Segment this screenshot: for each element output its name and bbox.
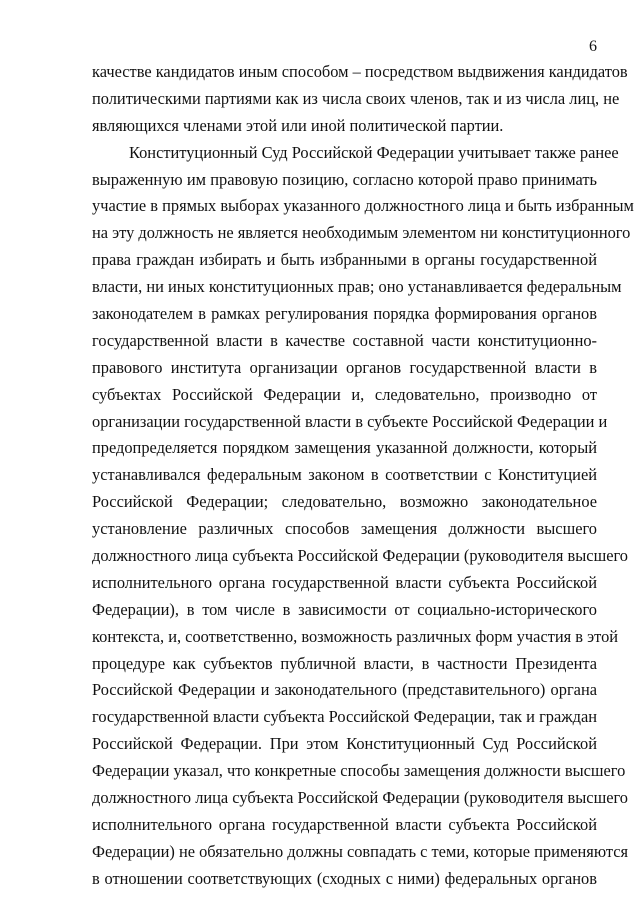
- text-line: качестве кандидатов иным способом – посредством выдвижения кандидатов: [92, 62, 628, 81]
- text-line: являющихся членами этой или иной политической партии.: [92, 115, 504, 135]
- text-line: права граждан избирать и быть избранными в органы государственной: [92, 250, 597, 270]
- text-line: Российской Федерации и законодательного (представительного) органа: [92, 680, 597, 700]
- text-line: организации государственной власти в субъекте Российской Федерации и: [92, 411, 608, 431]
- text-line: установление различных способов замещения должности высшего: [92, 519, 597, 539]
- text-line: на эту должность не является необходимым элементом ни конституционного: [92, 223, 631, 243]
- text-line: Федерации), в том числе в зависимости от социально-исторического: [92, 599, 597, 619]
- text-line: государственной власти в качестве составной части конституционно-: [92, 330, 597, 350]
- text-line: Федерации указал, что конкретные способы замещения должности высшего: [92, 761, 626, 781]
- text-line: политическими партиями как из числа своих членов, так и из числа лиц, не: [92, 88, 620, 108]
- text-line: контекста, и, соответственно, возможность различных форм участия в этой: [92, 626, 619, 646]
- text-line: процедуре как субъектов публичной власти, в частности Президента: [92, 653, 597, 673]
- body-text: [92, 59, 634, 893]
- text-line: должностного лица субъекта Российской Федерации (руководителя высшего: [92, 788, 628, 808]
- text-line: Конституционный Суд Российской Федерации учитывает также ранее: [129, 142, 619, 162]
- text-line: предопределяется порядком замещения указанной должности, который: [92, 438, 597, 458]
- text-line: исполнительного органа государственной власти субъекта Российской: [92, 572, 597, 592]
- text-line: субъектах Российской Федерации и, следовательно, производно от: [92, 384, 597, 404]
- text-line: в отношении соответствующих (сходных с ними) федеральных органов: [92, 868, 597, 888]
- text-line: Российской Федерации. При этом Конституционный Суд Российской: [92, 734, 597, 754]
- text-line: законодателем в рамках регулирования порядка формирования органов: [92, 304, 597, 324]
- text-line: власти, ни иных конституционных прав; оно устанавливается федеральным: [92, 277, 622, 297]
- text-line: Федерации) не обязательно должны совпадать с теми, которые применяются: [92, 841, 629, 861]
- text-line: участие в прямых выборах указанного должностного лица и быть избранным: [92, 196, 634, 216]
- text-line: выраженную им правовую позицию, согласно которой право принимать: [92, 169, 597, 189]
- text-line: Российской Федерации; следовательно, возможно законодательное: [92, 492, 597, 512]
- text-line: правового института организации органов государственной власти в: [92, 357, 597, 377]
- text-line: государственной власти субъекта Российской Федерации, так и граждан: [92, 707, 597, 727]
- text-line: должностного лица субъекта Российской Федерации (руководителя высшего: [92, 546, 628, 566]
- page-number: 6: [589, 38, 597, 55]
- text-line: устанавливался федеральным законом в соответствии с Конституцией: [92, 465, 597, 485]
- text-line: исполнительного органа государственной власти субъекта Российской: [92, 814, 597, 834]
